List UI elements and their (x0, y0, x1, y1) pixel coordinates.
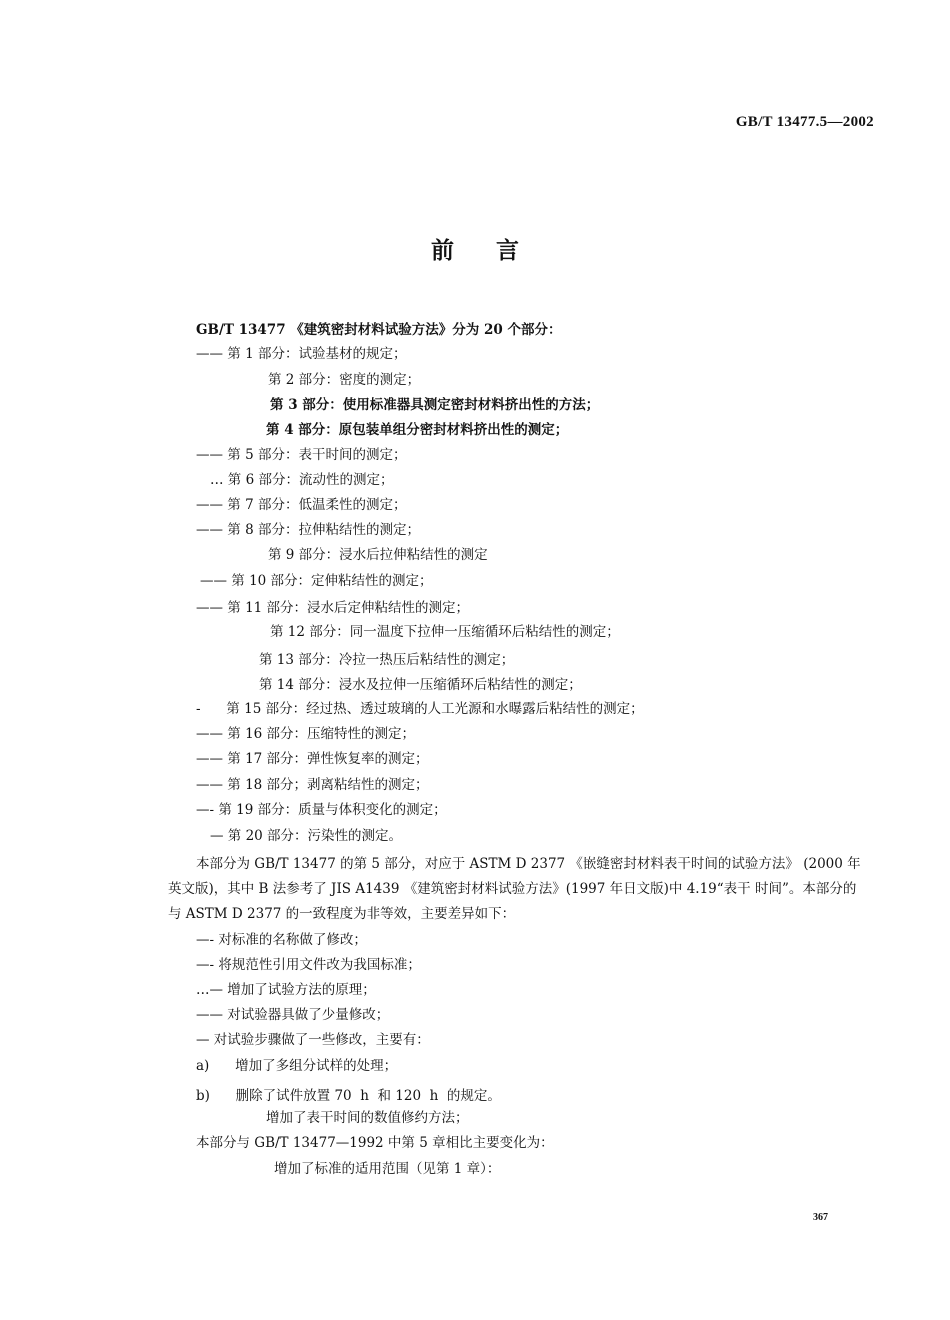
list-item: —- 第 19 部分：质量与体积变化的测定； (196, 802, 447, 818)
page-number: 367 (813, 1212, 828, 1223)
list-item: —— 第 16 部分：压缩特性的测定； (196, 726, 416, 742)
list-item: 第 3 部分：使用标准器具测定密封材料挤出性的方法； (270, 397, 600, 413)
list-item: 增加了标准的适用范围（见第 1 章）： (274, 1161, 501, 1177)
list-item: … 第 6 部分：流动性的测定； (210, 472, 394, 488)
standard-code: GB/T 13477.5—2002 (735, 114, 874, 130)
list-item: —— 第 8 部分：拉伸粘结性的测定； (196, 522, 420, 538)
list-item: 增加了表干时间的数值修约方法； (266, 1110, 469, 1126)
list-item: …— 增加了试验方法的原理； (196, 982, 376, 998)
parts-intro: GB/T 13477 《建筑密封材料试验方法》分为 20 个部分： (196, 322, 562, 338)
list-item: b) 删除了试件放置 70 h 和 120 h 的规定。 (196, 1088, 501, 1104)
list-item: — 对试验步骤做了一些修改，主要有： (196, 1032, 430, 1048)
list-item: —— 第 5 部分：表干时间的测定； (196, 447, 407, 463)
list-item: 第 12 部分：同一温度下拉伸一压缩循环后粘结性的测定； (270, 624, 620, 640)
list-item: a) 增加了多组分试样的处理； (196, 1058, 398, 1074)
list-item: —— 第 11 部分：浸水后定伸粘结性的测定； (196, 600, 470, 616)
list-item: 第 13 部分：冷拉一热压后粘结性的测定； (259, 652, 515, 668)
page-title: 前言 (431, 237, 561, 264)
list-item: —— 第 18 部分；剥离粘结性的测定； (196, 777, 429, 793)
list-item: —— 第 1 部分：试验基材的规定； (196, 346, 407, 362)
list-item: —- 对标准的名称做了修改； (196, 932, 367, 948)
changes-intro: 本部分与 GB/T 13477—1992 中第 5 章相比主要变化为： (196, 1135, 554, 1151)
list-item: - 第 15 部分：经过热、透过玻璃的人工光源和水曝露后粘结性的测定； (196, 701, 644, 717)
list-item: 第 4 部分：原包装单组分密封材料挤出性的测定； (266, 422, 569, 438)
list-item: —- 将规范性引用文件改为我国标准； (196, 957, 421, 973)
correspondence-paragraph: 本部分为 GB/T 13477 的第 5 部分，对应于 ASTM D 2377 《嵌缝密封材料表干时间的试验方法》 (2000 年英文版)，其中 B 法参考了 JIS A1439 《建筑密封材料试验方法》(1997 年日文版)中 4.19“表干 时间”。本部分的与 ASTM D 2377 的一致程度为非等效，主要差异如下： (168, 856, 861, 922)
list-item: —— 对试验器具做了少量修改； (196, 1007, 390, 1023)
list-item: —— 第 7 部分：低温柔性的测定； (196, 497, 407, 513)
list-item: 第 9 部分：浸水后拉伸粘结性的测定 (268, 547, 488, 563)
list-item: 第 14 部分：浸水及拉伸一压缩循环后粘结性的测定； (259, 677, 582, 693)
list-item: —— 第 10 部分：定伸粘结性的测定； (200, 573, 433, 589)
list-item: —— 第 17 部分：弹性恢复率的测定； (196, 751, 429, 767)
list-item: — 第 20 部分：污染性的测定。 (210, 828, 403, 844)
list-item: 第 2 部分：密度的测定； (268, 372, 421, 388)
